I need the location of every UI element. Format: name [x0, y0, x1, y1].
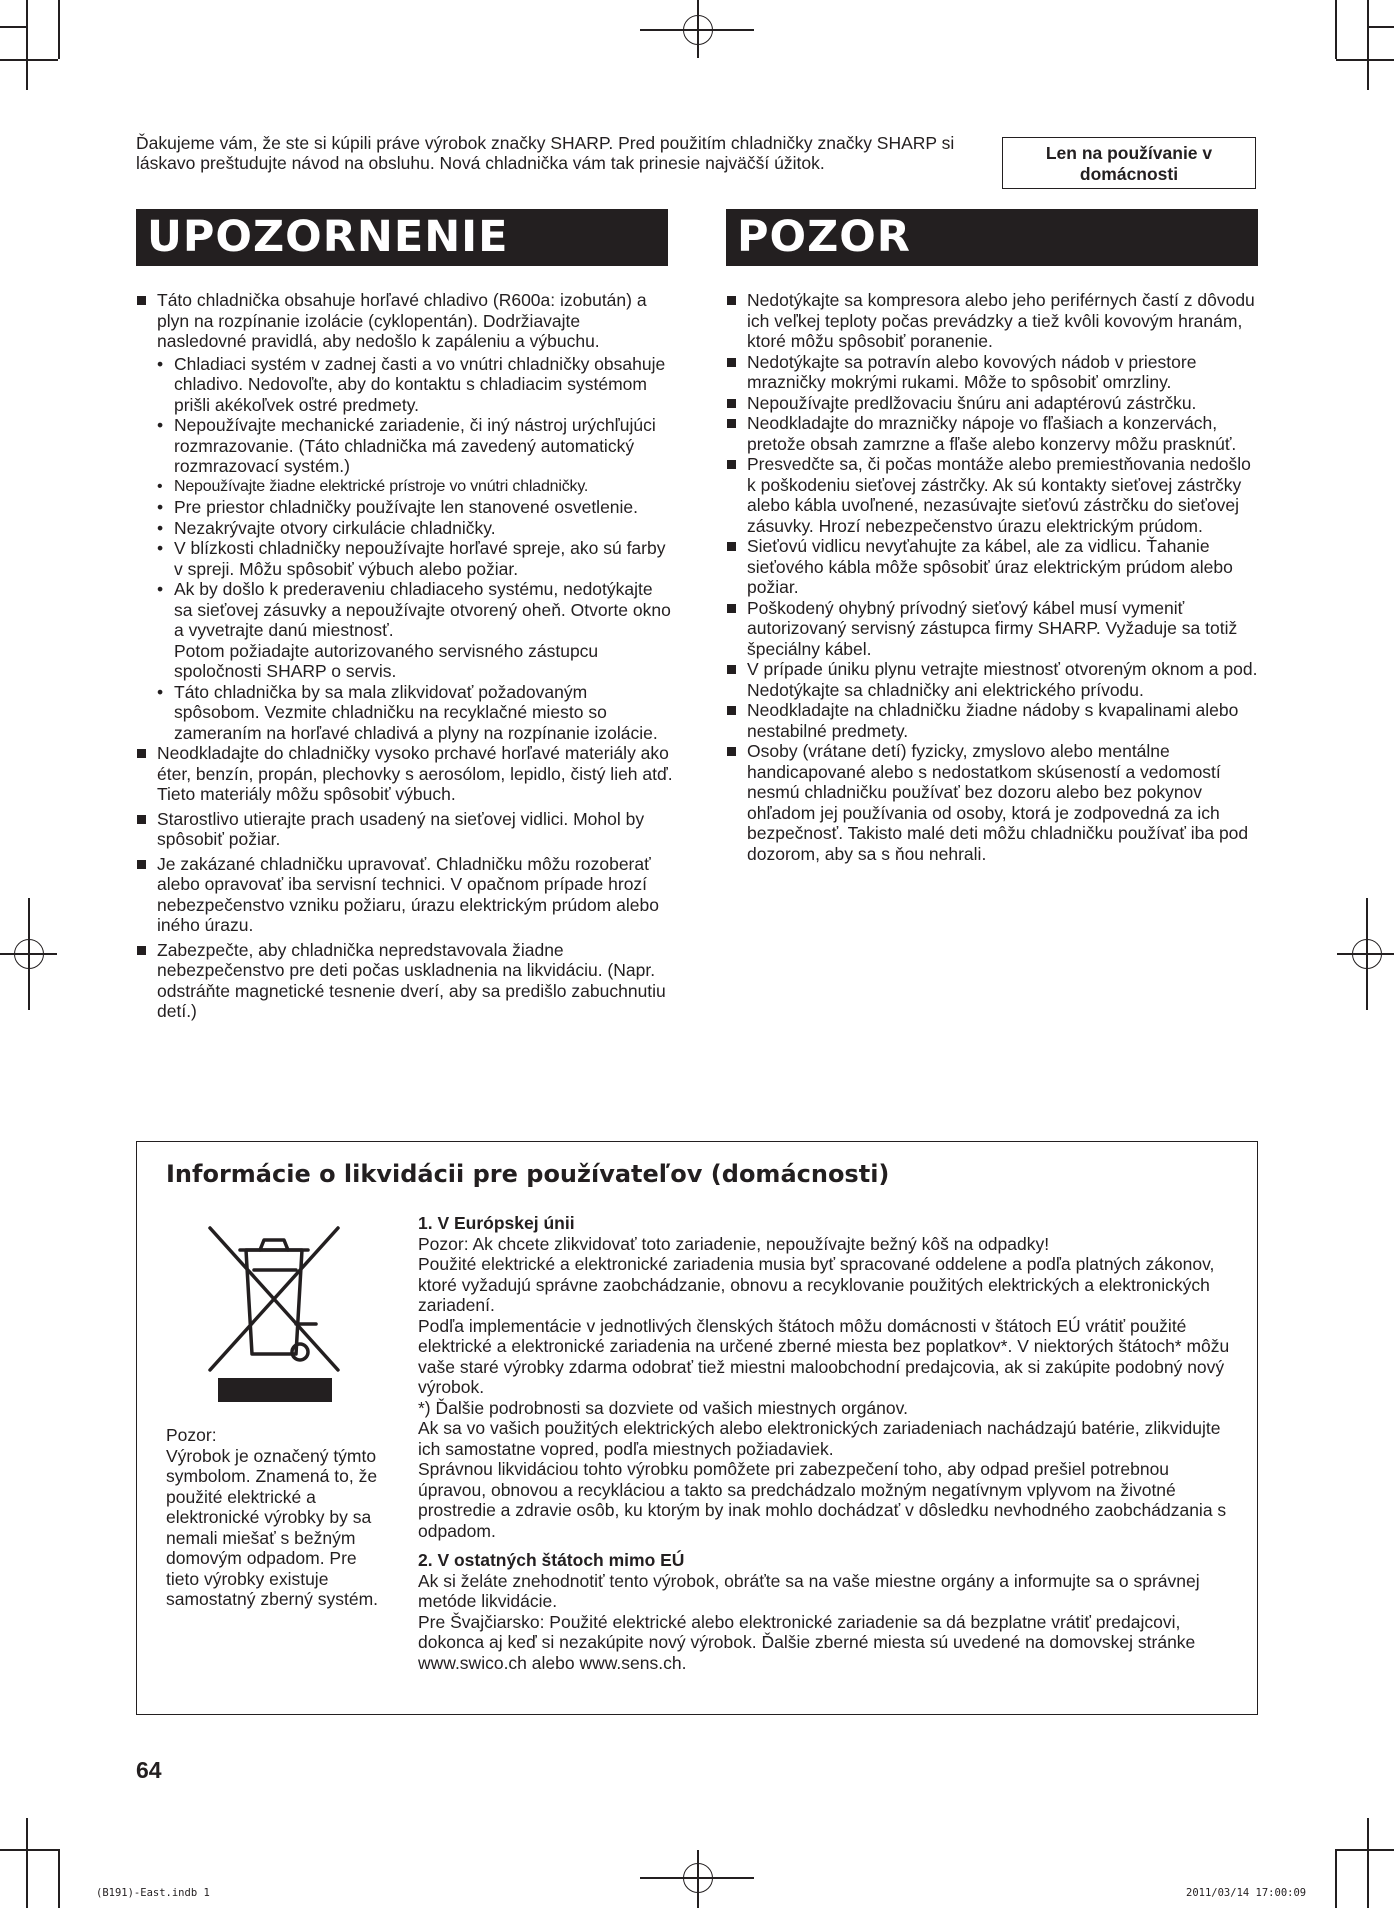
footer-file-name: (B191)-East.indb 1	[96, 1887, 210, 1899]
upozornenie-item: Neodkladajte do chladničky vysoko prchavé horľavé materiály ako éter, benzín, propán, plechovky s aerosólom, lepidlo, čistý lieh atď. Tieto materiály môžu spôsobiť výbuch.	[136, 743, 673, 805]
disposal-info-text	[418, 1213, 1236, 1673]
sub-item-continuation: Potom požiadajte autorizovaného servisného zástupcu spoločnosti SHARP o servis.	[174, 640, 599, 681]
upozornenie-item: Je zakázané chladničku upravovať. Chladničku môžu rozoberať alebo opravovať iba servisní technici. V opačnom prípade hrozí nebezpečenstvo vzniku požiaru, úrazu elektrickým prúdom alebo iného úrazu.	[136, 854, 673, 936]
disposal-info-title: Informácie o likvidácii pre používateľov (domácnosti)	[166, 1160, 890, 1188]
non-eu-paragraph: Ak si želáte znehodnotiť tento výrobok, obráťte sa na vaše miestne orgány a informujte sa o správnej metóde likvidácie.	[418, 1570, 1200, 1611]
page-number: 64	[136, 1757, 162, 1783]
upozornenie-item: Táto chladnička obsahuje horľavé chladivo (R600a: izobután) a plyn na rozpínanie izolácie (cyklopentán). Dodržiavajte nasledovné pravidlá, aby nedošlo k zapáleniu a výbuchu. • Chladiaci systém v zadnej časti a vo vnútri chladničky obsahuje chladivo. Nedovoľte, aby do kontaktu s chladiacim systémom prišli akékoľvek ostré predmety. • Nepoužívajte mechanické zariadenie, či iný nástroj urýchľujúci rozmrazovanie. (Táto chladnička má zavedený automatický rozmrazovací systém.) • Nepoužívajte žiadne elektrické prístroje vo vnútri chladničky. • Pre priestor chladničky používajte len stanovené osvetlenie. • Nezakrývajte otvory cirkulácie chladničky. • V blízkosti chladničky nepoužívajte horľavé spreje, ako sú farby v spreji. Môžu spôsobiť výbuch alebo požiar. • Ak by došlo k prederaveniu chladiaceho systému, nedotýkajte sa sieťovej zásuvky a nepoužívajte otvorený oheň. Otvorte okno a vyvetrajte danú miestnosť. Potom požiadajte autorizovaného servisného zástupcu spoločnosti SHARP o servis. • Táto chladnička by sa mala zlikvidovať požadovaným spôsobom. Vezmite chladničku na recyklačné miesto so zameraním na horľavé chladivá a plyny na rozpínanie izolácie.	[136, 290, 673, 743]
upozornenie-banner: UPOZORNENIE	[136, 209, 668, 266]
eu-paragraph: Použité elektrické a elektronické zariadenia musia byť spracované oddelene a podľa platných zákonov, ktoré vyžadujú správne zaobchádzanie, obnovu a recyklovanie použitých elektrických a elektronických zariadení.	[418, 1254, 1215, 1315]
sub-item: • Nepoužívajte žiadne elektrické prístroje vo vnútri chladničky.	[136, 477, 673, 498]
eu-footnote: *) Ďalšie podrobnosti sa dozviete od vašich miestnych orgánov.	[418, 1397, 908, 1418]
sub-item: • Nezakrývajte otvory cirkulácie chladničky.	[136, 518, 673, 539]
pozor-item: Neodkladajte na chladničku žiadne nádoby s kvapalinami alebo nestabilné predmety.	[726, 700, 1263, 741]
disposal-side-note	[166, 1425, 391, 1610]
pozor-item: Osoby (vrátane detí) fyzicky, zmyslovo alebo mentálne handicapované alebo s nedostatkom skúseností a vedomostí nesmú chladničku používať bez dozoru alebo bez pokynov ohľadom jej používania od osoby, ktorá je zodpovedná za ich bezpečnosť. Takisto malé deti môžu chladničku používať iba pod dozorom, aby sa s ňou nehrali.	[726, 741, 1263, 864]
eu-paragraph: Ak sa vo vašich použitých elektrických alebo elektronických zariadeniach nachádzajú batérie, zlikvidujte ich samostatne vopred, podľa miestnych požiadaviek.	[418, 1418, 1221, 1459]
pozor-item: V prípade úniku plynu vetrajte miestnosť otvoreným oknom a pod. Nedotýkajte sa chladničky ani elektrického prívodu.	[726, 659, 1263, 700]
upozornenie-item-continuation: Tieto materiály môžu spôsobiť výbuch.	[157, 784, 456, 804]
pozor-item: Sieťovú vidlicu nevyťahujte za kábel, ale za vidlicu. Ťahanie sieťového kábla môže spôsobiť úraz elektrickým prúdom alebo požiar.	[726, 536, 1263, 598]
upozornenie-item: Zabezpečte, aby chladnička nepredstavovala žiadne nebezpečenstvo pre deti počas uskladnenia na likvidáciu. (Napr. odstráňte magnetické tesnenie dverí, aby sa predišlo zabuchnutiu detí.)	[136, 940, 673, 1022]
pozor-banner: POZOR	[726, 209, 1258, 266]
upozornenie-section	[136, 290, 673, 1026]
sub-item: • Táto chladnička by sa mala zlikvidovať požadovaným spôsobom. Vezmite chladničku na recyklačné miesto so zameraním na horľavé chladivá a plyny na rozpínanie izolácie.	[136, 682, 673, 744]
non-eu-section-title: 2. V ostatných štátoch mimo EÚ	[418, 1550, 685, 1570]
sub-item: • V blízkosti chladničky nepoužívajte horľavé spreje, ako sú farby v spreji. Môžu spôsobiť výbuch alebo požiar.	[136, 538, 673, 579]
pozor-section	[726, 290, 1263, 864]
eu-section-title: 1. V Európskej únii	[418, 1213, 575, 1233]
eu-paragraph: Pozor: Ak chcete zlikvidovať toto zariadenie, nepoužívajte bežný kôš na odpadky!	[418, 1233, 1050, 1254]
sub-item: • Nepoužívajte mechanické zariadenie, či iný nástroj urýchľujúci rozmrazovanie. (Táto chladnička má zavedený automatický rozmrazovací systém.)	[136, 415, 673, 477]
intro-text: Ďakujeme vám, že ste si kúpili práve výrobok značky SHARP. Pred použitím chladničky značky SHARP si láskavo preštudujte návod na obsluhu. Nová chladnička vám tak prinesie najväčší úžitok.	[136, 133, 955, 173]
pozor-item: Nepoužívajte predlžovaciu šnúru ani adaptérovú zástrčku.	[726, 393, 1263, 414]
pozor-item: Poškodený ohybný prívodný sieťový kábel musí vymeniť autorizovaný servisný zástupca firmy SHARP. Vyžaduje sa totiž špeciálny kábel.	[726, 598, 1263, 660]
crossed-wheelie-bin-icon	[204, 1220, 344, 1396]
side-note-title: Pozor:	[166, 1425, 217, 1445]
non-eu-paragraph: Pre Švajčiarsko: Použité elektrické alebo elektronické zariadenie sa dá bezplatne vrátiť predajcovi, dokonca aj keď si nezakúpite nový výrobok. Ďalšie zberné miesta sú uvedené na domovskej stránke www.swico.ch alebo www.sens.ch.	[418, 1611, 1196, 1673]
pozor-item: Nedotýkajte sa kompresora alebo jeho periférnych častí z dôvodu ich veľkej teploty počas prevádzky a tiež kvôli kovovým hranám, ktoré môžu spôsobiť poranenie.	[726, 290, 1263, 352]
black-bar-mark	[218, 1378, 332, 1402]
side-note-text: Výrobok je označený týmto symbolom. Znamená to, že použité elektrické a elektronické výrobky by sa nemali miešať s bežným domovým odpadom. Pre tieto výrobky existuje samostatný zberný systém.	[166, 1445, 379, 1609]
upozornenie-item: Starostlivo utierajte prach usadený na sieťovej vidlici. Mohol by spôsobiť požiar.	[136, 809, 673, 850]
pozor-item: Nedotýkajte sa potravín alebo kovových nádob v priestore mrazničky mokrými rukami. Môže to spôsobiť omrzliny.	[726, 352, 1263, 393]
household-use-badge: Len na používanie v domácnosti	[1002, 137, 1256, 189]
footer-timestamp: 2011/03/14 17:00:09	[1186, 1887, 1307, 1899]
pozor-item: Presvedčte sa, či počas montáže alebo premiestňovania nedošlo k poškodeniu sieťovej zástrčky. Ak sú kontakty sieťovej zástrčky alebo kábla uvoľnené, nezasúvajte sieťovú zástrčku do sieťovej zásuvky. Hrozí nebezpečenstvo úrazu elektrickým prúdom.	[726, 454, 1263, 536]
sub-item: • Pre priestor chladničky používajte len stanovené osvetlenie.	[136, 497, 673, 518]
eu-paragraph: Podľa implementácie v jednotlivých členských štátoch môžu domácnosti v štátoch EÚ vrátiť použité elektrické a elektronické zariadenia na určené zberné miesta bez poplatkov*. V niektorých štátoch* môžu vaše staré výrobky zdarma odobrať tiež miestni maloobchodní predajcovia, ak si zakúpite podobný nový výrobok.	[418, 1315, 1230, 1397]
eu-paragraph: Správnou likvidáciou tohto výrobku pomôžete pri zabezpečení toho, aby odpad prešiel potrebnou úpravou, obnovou a recykláciou a takto sa predchádzalo možným negatívnym vplyvom na životné prostredie a zdravie osôb, ku ktorým by inak mohlo dochádzať v dôsledku nevhodného zaobchádzania s odpadom.	[418, 1459, 1227, 1541]
pozor-item: Neodkladajte do mrazničky nápoje vo fľašiach a konzervách, pretože obsah zamrzne a fľaše alebo konzervy môžu prasknúť.	[726, 413, 1263, 454]
sub-item: • Chladiaci systém v zadnej časti a vo vnútri chladničky obsahuje chladivo. Nedovoľte, aby do kontaktu s chladiacim systémom prišli akékoľvek ostré predmety.	[136, 354, 673, 416]
sub-item: • Ak by došlo k prederaveniu chladiaceho systému, nedotýkajte sa sieťovej zásuvky a nepoužívajte otvorený oheň. Otvorte okno a vyvetrajte danú miestnosť. Potom požiadajte autorizovaného servisného zástupcu spoločnosti SHARP o servis.	[136, 579, 673, 682]
